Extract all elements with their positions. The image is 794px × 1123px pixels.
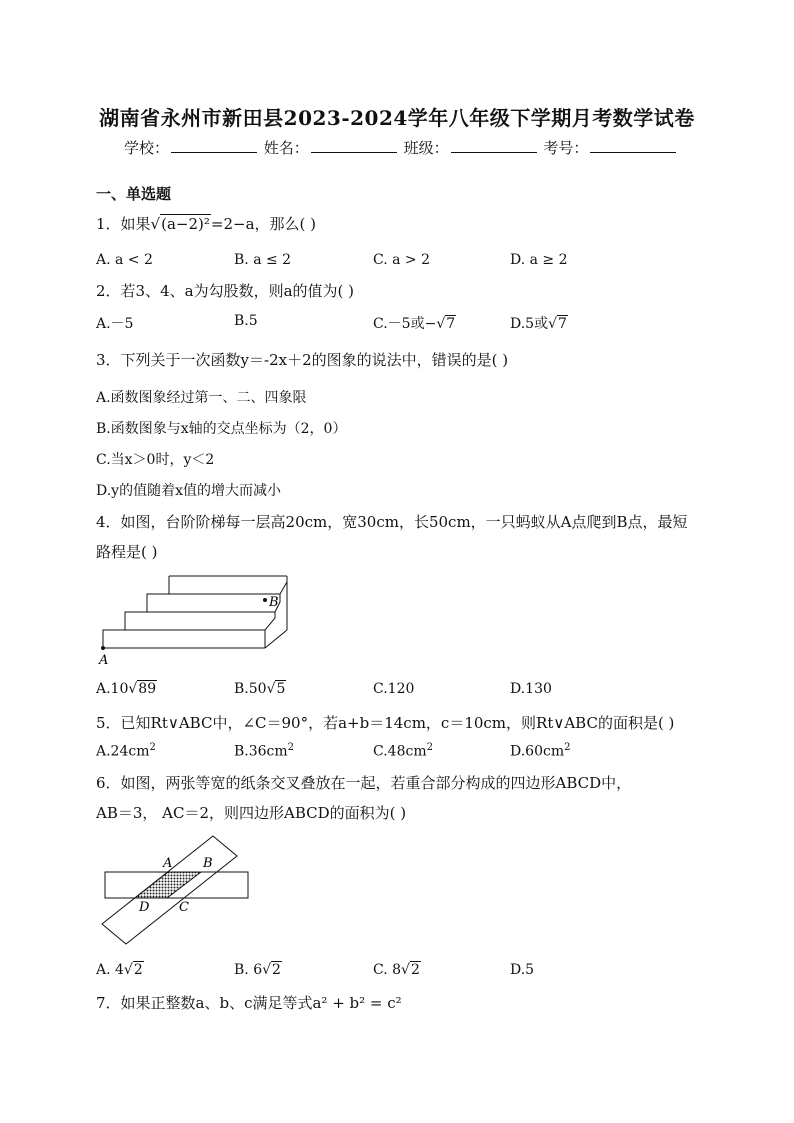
question-6-stem-line2: AB＝3， AC＝2，则四边形ABCD的面积为( ) [96, 804, 407, 822]
crossed-strips-figure [95, 832, 260, 950]
question-4-stem-line1: 4．如图，台阶阶梯每一层高20cm，宽30cm，长50cm，一只蚂蚁从A点爬到B点，最短 [96, 513, 688, 531]
point-b-label: B [269, 595, 279, 610]
question-6-option-c[interactable]: C. 8√2 [373, 962, 420, 978]
question-4-option-d[interactable]: D.130 [510, 681, 552, 697]
point-a-dot [101, 646, 105, 650]
question-5-option-a[interactable]: $A.24cm^2$ [96, 742, 156, 760]
question-4-option-c[interactable]: C.120 [373, 681, 415, 697]
question-1-option-d[interactable]: D. a ≥ 2 [510, 252, 568, 268]
question-1-stem: 1．如果√(a−2)²=2−a，那么( ) [96, 215, 316, 233]
label-b: B [203, 856, 213, 871]
question-5-option-d[interactable]: $D.60cm^2$ [510, 742, 571, 760]
class-label: 班级： [403, 139, 449, 157]
name-blank[interactable] [311, 138, 397, 153]
question-2-option-d[interactable]: D.5或√7 [510, 316, 567, 332]
question-3-option-c[interactable]: C.当x＞0时，y＜2 [96, 452, 215, 468]
question-1-option-c[interactable]: C. a > 2 [373, 252, 430, 268]
school-label: 学校： [124, 139, 170, 157]
question-3-option-a[interactable]: A.函数图象经过第一、二、四象限 [96, 390, 307, 406]
question-6-option-d[interactable]: D.5 [510, 962, 535, 978]
question-2-option-a[interactable]: A.－5 [96, 316, 134, 332]
school-blank[interactable] [171, 138, 257, 153]
question-3-stem: 3．下列关于一次函数y＝-2x＋2的图象的说法中，错误的是( ) [96, 351, 509, 369]
staircase-figure [95, 570, 300, 670]
student-info-line [124, 137, 678, 158]
number-label: 考号： [543, 139, 589, 157]
question-2-option-c[interactable]: C.－5或−√7 [373, 316, 456, 332]
question-5-option-c[interactable]: $C.48cm^2$ [373, 742, 433, 760]
question-6-option-b[interactable]: B. 6√2 [234, 962, 281, 978]
class-blank[interactable] [451, 138, 537, 153]
question-1-option-b[interactable]: B. a ≤ 2 [234, 252, 292, 268]
sqrt-sign: √ [150, 215, 161, 233]
question-1-option-a[interactable]: A. a < 2 [96, 252, 153, 268]
overlap-parallelogram [135, 872, 201, 898]
point-b-dot [263, 598, 267, 602]
label-d: D [139, 900, 150, 915]
question-6-stem-line1: 6．如图，两张等宽的纸条交叉叠放在一起，若重合部分构成的四边形ABCD中， [96, 774, 632, 792]
question-4-option-b[interactable]: B.50√5 [234, 681, 286, 697]
question-5-option-b[interactable]: $B.36cm^2$ [234, 742, 295, 760]
label-c: C [179, 900, 189, 915]
question-4-stem-line2: 路程是( ) [96, 543, 158, 561]
sqrt-radicand: (a−2)² [161, 215, 210, 233]
question-2-option-b[interactable]: B.5 [234, 313, 258, 329]
page-title: 湖南省永州市新田县2023-2024学年八年级下学期月考数学试卷 [99, 106, 695, 130]
section-heading: 一、单选题 [96, 185, 172, 203]
label-a: A [163, 856, 173, 871]
question-3-option-b[interactable]: B.函数图象与x轴的交点坐标为（2，0） [96, 421, 347, 437]
point-a-label: A [99, 653, 109, 668]
question-3-option-d[interactable]: D.y的值随着x值的增大而减小 [96, 483, 281, 499]
question-2-stem: 2．若3、4、a为勾股数，则a的值为( ) [96, 282, 354, 300]
question-5-stem: 5．已知Rt∨ABC中，∠C＝90°，若a+b＝14cm，c＝10cm，则Rt∨ABC的面积是( ) [96, 714, 675, 732]
number-blank[interactable] [590, 138, 676, 153]
question-4-option-a[interactable]: A.10√89 [96, 681, 157, 697]
name-label: 姓名： [263, 139, 309, 157]
question-6-option-a[interactable]: A. 4√2 [96, 962, 143, 978]
question-7-stem: 7．如果正整数a、b、c满足等式a² + b² = c² [96, 994, 402, 1012]
